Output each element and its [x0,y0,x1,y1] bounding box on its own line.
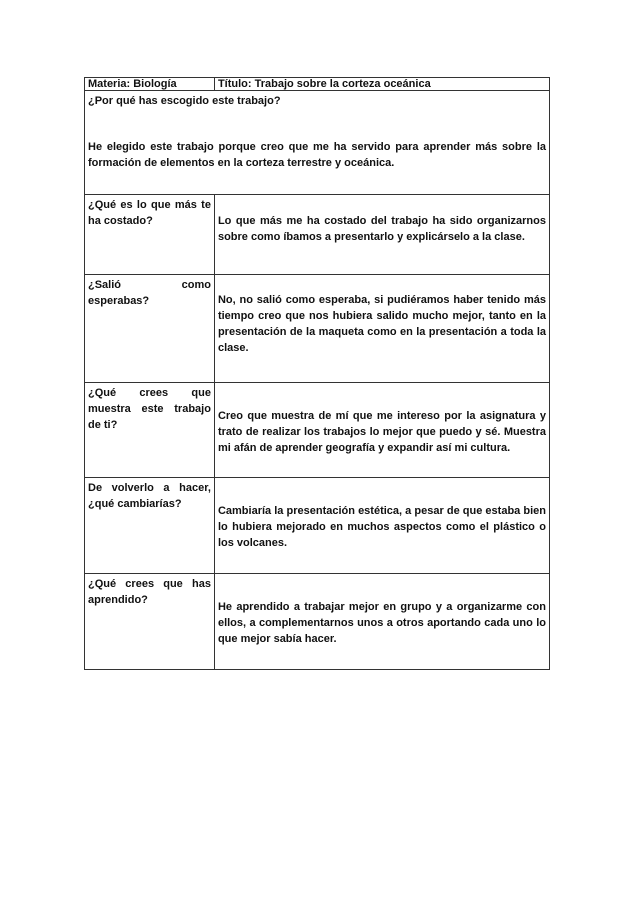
answer-cell: No, no salió como esperaba, si pudiéramos haber tenido más tiempo creo que nos hubiera salido mucho mejor, tanto en la presentación de la maqueta como en la presentación a toda la clase. [214,275,549,383]
table-row [85,574,550,670]
answer-cell: Creo que muestra de mí que me intereso por la asignatura y trato de realizar los trabajos lo mejor que puedo y sé. Muestra mi afán de aprender geografía y expandir así mi cultura. [214,383,549,478]
question-cell: De volverlo a hacer, ¿qué cambiarías? [85,478,215,574]
subject-cell: Materia: Biología [85,78,215,91]
table-row [85,195,550,275]
table-row [85,275,550,383]
title-cell: Título: Trabajo sobre la corteza oceánica [214,78,549,91]
intro-answer: He elegido este trabajo porque creo que me ha servido para aprender más sobre la formación de elementos en la corteza terrestre y oceánica. [88,141,546,169]
question-cell: ¿Qué crees que has aprendido? [85,574,215,670]
answer-cell: Cambiaría la presentación estética, a pesar de que estaba bien lo hubiera mejorado en muchos aspectos como el plástico o los volcanes. [214,478,549,574]
question-cell: ¿Qué es lo que más te ha costado? [85,195,215,275]
answer-cell: Lo que más me ha costado del trabajo ha sido organizarnos sobre como íbamos a presentarlo y explicárselo a la clase. [214,195,549,275]
intro-row [85,91,550,195]
table-row [85,478,550,574]
header-row [85,78,550,91]
questionnaire-table [84,77,550,670]
table-row [85,383,550,478]
answer-cell: He aprendido a trabajar mejor en grupo y a organizarme con ellos, a complementarnos unos a otros aportando cada uno lo que mejor sabía hacer. [214,574,549,670]
question-cell: ¿Qué crees que muestra este trabajo de ti? [85,383,215,478]
question-cell: ¿Salió como esperabas? [85,275,215,383]
intro-question: ¿Por qué has escogido este trabajo? [88,95,281,107]
intro-cell [85,91,550,195]
